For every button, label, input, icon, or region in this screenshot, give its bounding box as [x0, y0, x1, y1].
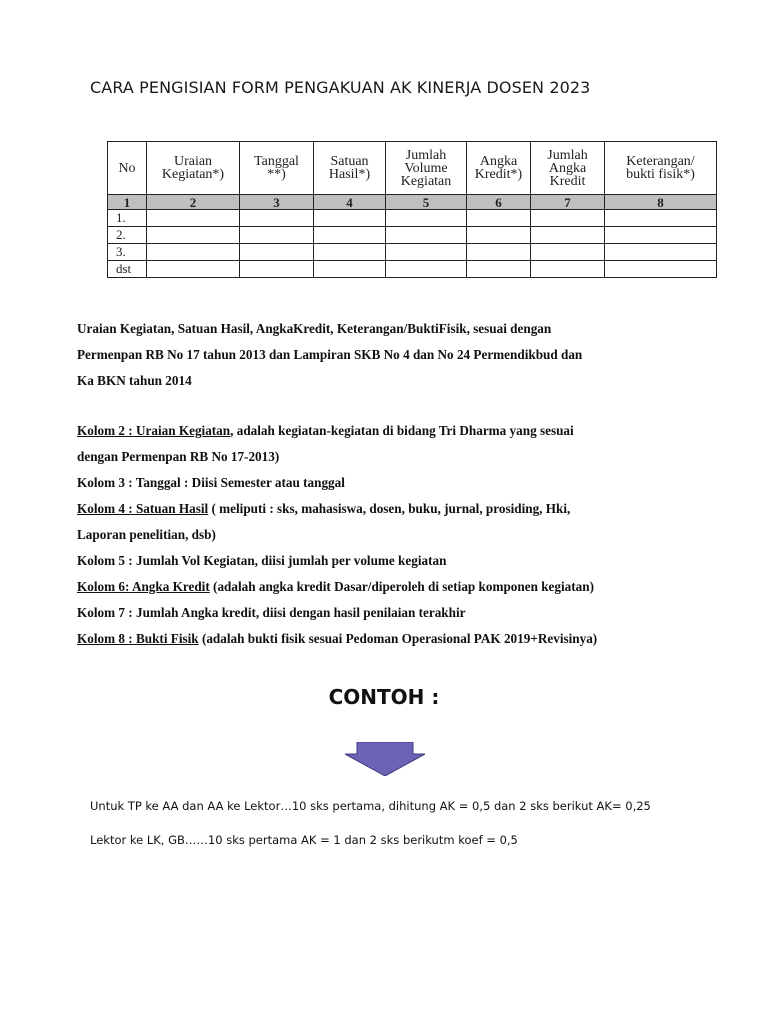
header-text: Kegiatan: [400, 173, 452, 189]
kolom-4-text: ( meliputi : sks, mahasiswa, dosen, buku, jurnal, prosiding, Hki,: [208, 501, 571, 516]
header-text: bukti fisik*): [626, 167, 695, 182]
table-row: [108, 261, 717, 278]
empty-cell[interactable]: [240, 244, 314, 261]
row-number-cell: 1.: [108, 210, 147, 227]
empty-cell[interactable]: [314, 227, 386, 244]
example-note-1: Untuk TP ke AA dan AA ke Lektor…10 sks pertama, dihitung AK = 0,5 dan 2 sks berikut AK= 0,25: [90, 799, 651, 813]
empty-cell[interactable]: [147, 227, 240, 244]
header-text: Angka: [548, 160, 587, 176]
kolom-8-text: (adalah bukti fisik sesuai Pedoman Operasional PAK 2019+Revisinya): [198, 631, 598, 646]
header-text: Kredit*): [474, 167, 523, 182]
row-number-cell: dst: [108, 261, 147, 278]
empty-cell[interactable]: [386, 261, 467, 278]
empty-cell[interactable]: [147, 261, 240, 278]
empty-cell[interactable]: [314, 210, 386, 227]
header-text: No: [118, 160, 136, 176]
form-table: [107, 141, 717, 278]
empty-cell[interactable]: [531, 261, 605, 278]
header-text: **): [267, 167, 286, 182]
empty-cell[interactable]: [605, 210, 717, 227]
header-text: Satuan: [330, 154, 369, 169]
column-number-cell: 5: [386, 195, 467, 210]
kolom-5-desc: Kolom 5 : Jumlah Vol Kegiatan, diisi jumlah per volume kegiatan: [77, 553, 447, 568]
empty-cell[interactable]: [467, 210, 531, 227]
contoh-heading: CONTOH :: [328, 685, 440, 709]
empty-cell[interactable]: [531, 210, 605, 227]
row-number-cell: 3.: [108, 244, 147, 261]
table-row: [108, 210, 717, 227]
column-number-cell: 3: [240, 195, 314, 210]
header-text: Volume: [404, 160, 448, 176]
intro-line: Ka BKN tahun 2014: [77, 373, 192, 388]
header-text: Tanggal: [254, 154, 299, 169]
kolom-2-desc-cont: dengan Permenpan RB No 17-2013): [77, 449, 280, 464]
empty-cell[interactable]: [147, 244, 240, 261]
column-number-cell: 8: [605, 195, 717, 210]
header-text: Angka: [479, 154, 518, 169]
example-note-2: Lektor ke LK, GB……10 sks pertama AK = 1 dan 2 sks berikutm koef = 0,5: [90, 833, 518, 847]
down-arrow-shape: [345, 742, 425, 776]
down-arrow-icon: [345, 742, 425, 776]
kolom-4-label: Kolom 4 : Satuan Hasil: [77, 501, 209, 516]
header-text: Kredit: [549, 173, 586, 189]
kolom-2-desc: [77, 418, 597, 444]
table-header-cell: [467, 142, 531, 195]
table-header-cell: [108, 142, 147, 195]
column-number-cell: 6: [467, 195, 531, 210]
empty-cell[interactable]: [467, 261, 531, 278]
empty-cell[interactable]: [147, 210, 240, 227]
empty-cell[interactable]: [531, 227, 605, 244]
intro-line: Permenpan RB No 17 tahun 2013 dan Lampiran SKB No 4 dan No 24 Permendikbud dan: [77, 347, 583, 362]
empty-cell[interactable]: [314, 244, 386, 261]
kolom-6-label: Kolom 6: Angka Kredit: [77, 579, 210, 594]
empty-cell[interactable]: [240, 227, 314, 244]
kolom-2-label: Kolom 2 : Uraian Kegiatan: [77, 423, 231, 438]
kolom-4-desc-cont: Laporan penelitian, dsb): [77, 527, 216, 542]
table-row: [108, 244, 717, 261]
table-header-cell: [605, 142, 717, 195]
kolom-7-desc: Kolom 7 : Jumlah Angka kredit, diisi dengan hasil penilaian terakhir: [77, 605, 466, 620]
kolom-4-desc: [77, 496, 597, 522]
intro-paragraph: [77, 316, 582, 394]
header-text: Kegiatan*): [161, 167, 225, 182]
header-text: Uraian: [173, 154, 213, 169]
kolom-6-desc: [77, 574, 597, 600]
document-title: CARA PENGISIAN FORM PENGAKUAN AK KINERJA DOSEN 2023: [90, 78, 591, 97]
column-number-cell: 7: [531, 195, 605, 210]
empty-cell[interactable]: [386, 227, 467, 244]
empty-cell[interactable]: [531, 244, 605, 261]
kolom-8-label: Kolom 8 : Bukti Fisik: [77, 631, 199, 646]
table-header-cell: [531, 142, 605, 195]
column-descriptions: [77, 418, 597, 652]
table-header-cell: [147, 142, 240, 195]
empty-cell[interactable]: [605, 244, 717, 261]
header-text: Keterangan/: [626, 154, 695, 169]
empty-cell[interactable]: [314, 261, 386, 278]
empty-cell[interactable]: [605, 227, 717, 244]
header-text: Hasil*): [328, 167, 371, 182]
empty-cell[interactable]: [605, 261, 717, 278]
column-number-cell: 2: [147, 195, 240, 210]
empty-cell[interactable]: [467, 227, 531, 244]
empty-cell[interactable]: [386, 210, 467, 227]
column-number-row: [108, 195, 717, 210]
kolom-6-text: (adalah angka kredit Dasar/diperoleh di setiap komponen kegiatan): [209, 579, 594, 594]
row-number-cell: 2.: [108, 227, 147, 244]
header-text: Jumlah: [405, 147, 447, 163]
kolom-8-desc: [77, 626, 597, 652]
column-number-cell: 4: [314, 195, 386, 210]
empty-cell[interactable]: [240, 261, 314, 278]
column-number-cell: 1: [108, 195, 147, 210]
table-header-cell: [240, 142, 314, 195]
header-text: Jumlah: [547, 147, 588, 163]
empty-cell[interactable]: [467, 244, 531, 261]
table-row: [108, 227, 717, 244]
empty-cell[interactable]: [386, 244, 467, 261]
table-header-cell: [314, 142, 386, 195]
intro-line: Uraian Kegiatan, Satuan Hasil, AngkaKredit, Keterangan/BuktiFisik, sesuai dengan: [77, 321, 552, 336]
kolom-3-desc: Kolom 3 : Tanggal : Diisi Semester atau tanggal: [77, 475, 345, 490]
table-header-cell: [386, 142, 467, 195]
kolom-2-text: , adalah kegiatan-kegiatan di bidang Tri Dharma yang sesuai: [230, 423, 574, 438]
table-header-row: [108, 142, 717, 195]
empty-cell[interactable]: [240, 210, 314, 227]
